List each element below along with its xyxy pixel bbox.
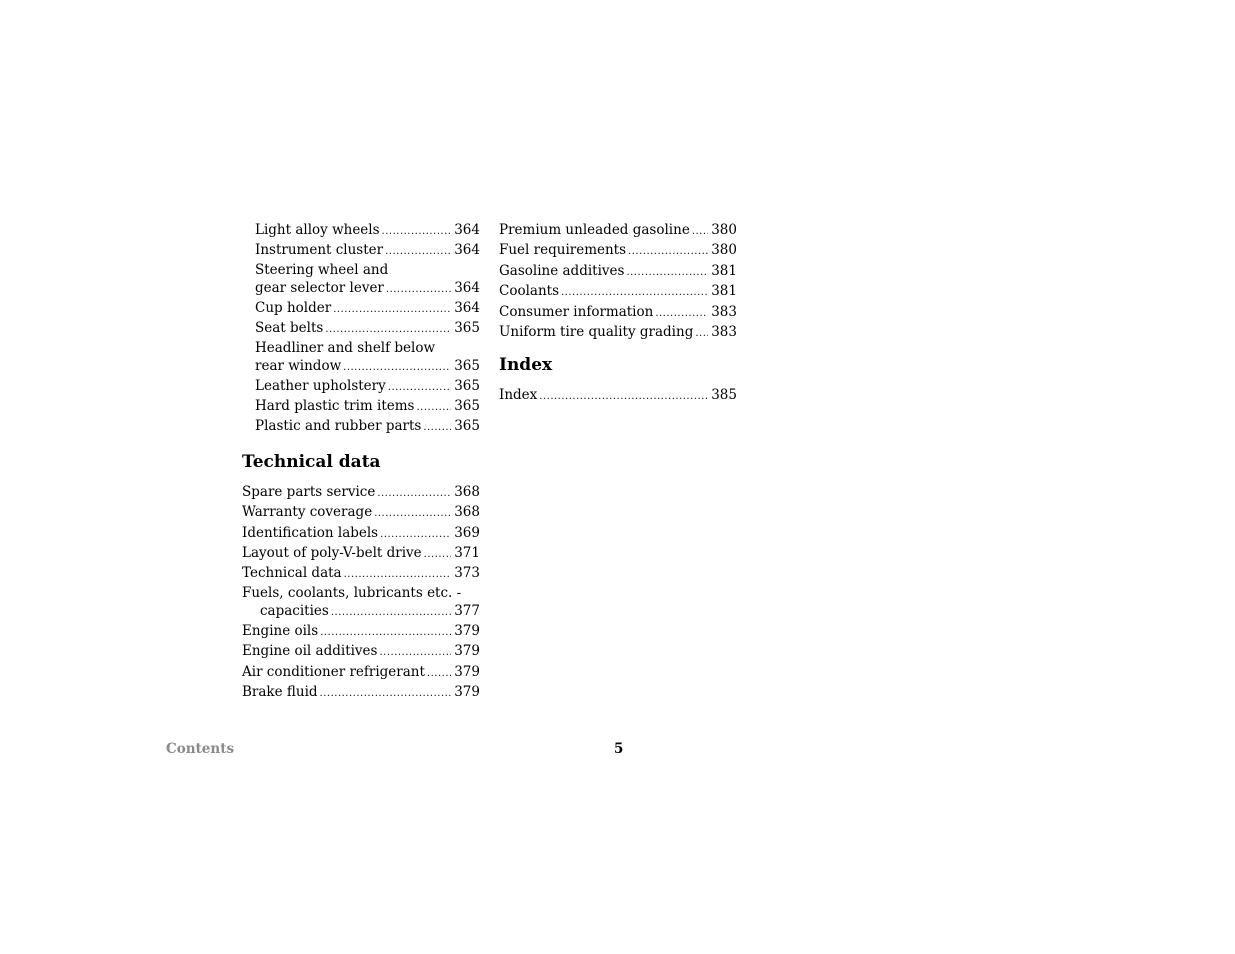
dot-leader [325, 320, 451, 339]
toc-entry[interactable] [242, 241, 480, 261]
toc-entry-page: 383 [711, 303, 737, 320]
toc-entry-label: Light alloy wheels [255, 222, 380, 238]
toc-entry-page: 371 [454, 545, 480, 562]
dot-leader [320, 623, 451, 642]
toc-entry[interactable] [242, 544, 480, 564]
toc-entry-page: 365 [454, 418, 480, 435]
toc-entry-label: Cup holder [255, 299, 332, 316]
dot-leader [424, 545, 452, 564]
toc-entry[interactable] [242, 663, 480, 683]
toc-entry[interactable] [499, 262, 737, 282]
dot-leader [374, 504, 451, 523]
toc-entry[interactable] [499, 303, 737, 323]
footer-section-label: Contents [166, 741, 235, 757]
toc-entry-page: 368 [454, 504, 480, 521]
toc-entry[interactable] [242, 585, 480, 622]
toc-entry-page: 385 [711, 387, 737, 404]
dot-leader [377, 484, 451, 503]
dot-leader [561, 283, 708, 302]
toc-entry[interactable] [242, 622, 480, 642]
toc-left-column [242, 221, 480, 704]
toc-entry-page: 368 [454, 483, 480, 500]
toc-right-column [499, 221, 737, 407]
dot-leader [333, 300, 451, 319]
toc-entry-page: 377 [454, 602, 480, 619]
toc-entry-label: Gasoline additives [499, 262, 625, 279]
toc-entry-label-line1: Headliner and shelf below [255, 339, 436, 356]
toc-entry-label: Identification labels [242, 524, 379, 541]
dot-leader [320, 684, 452, 703]
toc-entry-label: Warranty coverage [242, 504, 373, 521]
toc-entry-label: Uniform tire quality grading [499, 324, 694, 341]
toc-entry[interactable] [242, 397, 480, 417]
toc-entry-page: 365 [454, 357, 480, 374]
toc-entry[interactable] [242, 262, 480, 299]
toc-entry[interactable] [242, 524, 480, 544]
toc-entry[interactable] [242, 221, 480, 241]
toc-entry[interactable] [242, 503, 480, 523]
toc-entry-page: 381 [711, 262, 737, 279]
toc-entry[interactable] [242, 683, 480, 703]
toc-entry-label: Coolants [499, 283, 559, 300]
dot-leader [626, 263, 708, 282]
toc-entry[interactable] [242, 483, 480, 503]
toc-entry-page: 379 [454, 663, 480, 680]
toc-entry[interactable] [242, 564, 480, 584]
toc-entry-page: 379 [454, 622, 480, 639]
dot-leader [343, 359, 451, 377]
dot-leader [655, 304, 708, 323]
dot-leader [386, 281, 451, 299]
toc-entry[interactable] [242, 299, 480, 319]
toc-entry-page: 364 [454, 279, 480, 296]
toc-entry-label: Instrument cluster [255, 242, 384, 259]
dot-leader [380, 525, 451, 544]
toc-entry-page: 379 [454, 643, 480, 660]
toc-entry-label: Premium unleaded gasoline [499, 222, 690, 238]
dot-leader [539, 387, 708, 406]
toc-entry-label: Technical data [242, 565, 342, 582]
toc-entry-label: rear window [255, 357, 342, 374]
toc-entry-page: 369 [454, 524, 480, 541]
toc-entry-page: 379 [454, 684, 480, 701]
toc-entry-page: 383 [711, 324, 737, 341]
toc-entry[interactable] [499, 241, 737, 261]
toc-entry-label: Engine oil additives [242, 643, 378, 660]
toc-entry[interactable] [499, 282, 737, 302]
toc-entry-page: 365 [454, 320, 480, 337]
toc-entry[interactable] [242, 417, 480, 437]
dot-leader [385, 242, 451, 261]
dot-leader [388, 378, 451, 397]
toc-entry-label: Brake fluid [242, 684, 318, 701]
toc-entry-label: Fuel requirements [499, 242, 627, 259]
dot-leader [427, 664, 451, 683]
toc-entry[interactable] [242, 319, 480, 339]
dot-leader [331, 604, 451, 622]
toc-entry-label: Seat belts [255, 320, 324, 337]
toc-entry-page: 373 [454, 565, 480, 582]
toc-entry[interactable] [499, 386, 737, 406]
toc-entry-label: Leather upholstery [255, 377, 386, 394]
toc-entry[interactable] [242, 642, 480, 662]
dot-leader [344, 565, 452, 584]
dot-leader [382, 222, 452, 241]
toc-entry-label: Air conditioner refrigerant [242, 663, 425, 680]
dot-leader [692, 222, 708, 241]
dot-leader [423, 418, 451, 437]
toc-entry-page: 380 [711, 222, 737, 238]
toc-entry[interactable] [242, 340, 480, 377]
toc-entry[interactable] [242, 377, 480, 397]
toc-entry-label: Hard plastic trim items [255, 398, 415, 415]
toc-entry-label: capacities [260, 602, 329, 619]
toc-entry-label: Engine oils [242, 622, 319, 639]
dot-leader [417, 398, 452, 417]
toc-entry-label: Index [499, 387, 538, 404]
page-number: 5 [614, 741, 624, 757]
toc-entry-label: Consumer information [499, 303, 654, 320]
toc-entry-page: 381 [711, 283, 737, 300]
toc-entry-label: Layout of poly-V-belt drive [242, 545, 422, 562]
toc-entry-page: 364 [454, 299, 480, 316]
dot-leader [628, 242, 708, 261]
toc-entry[interactable] [499, 221, 737, 241]
toc-entry-page: 365 [454, 398, 480, 415]
toc-entry-page: 364 [454, 242, 480, 259]
dot-leader [695, 324, 708, 343]
section-heading-technical-data: Technical data [242, 451, 381, 472]
toc-entry-label: gear selector lever [255, 279, 384, 296]
toc-entry-page: 380 [711, 242, 737, 259]
toc-entry-page: 364 [454, 222, 480, 238]
toc-entry-label-line1: Steering wheel and [255, 261, 389, 278]
toc-entry[interactable] [499, 323, 737, 343]
toc-entry-label-line1: Fuels, coolants, lubricants etc. - [242, 584, 462, 601]
section-heading-index: Index [499, 355, 553, 376]
dot-leader [379, 643, 451, 662]
toc-entry-label: Spare parts service [242, 483, 376, 500]
toc-entry-label: Plastic and rubber parts [255, 418, 422, 435]
toc-entry-page: 365 [454, 377, 480, 394]
